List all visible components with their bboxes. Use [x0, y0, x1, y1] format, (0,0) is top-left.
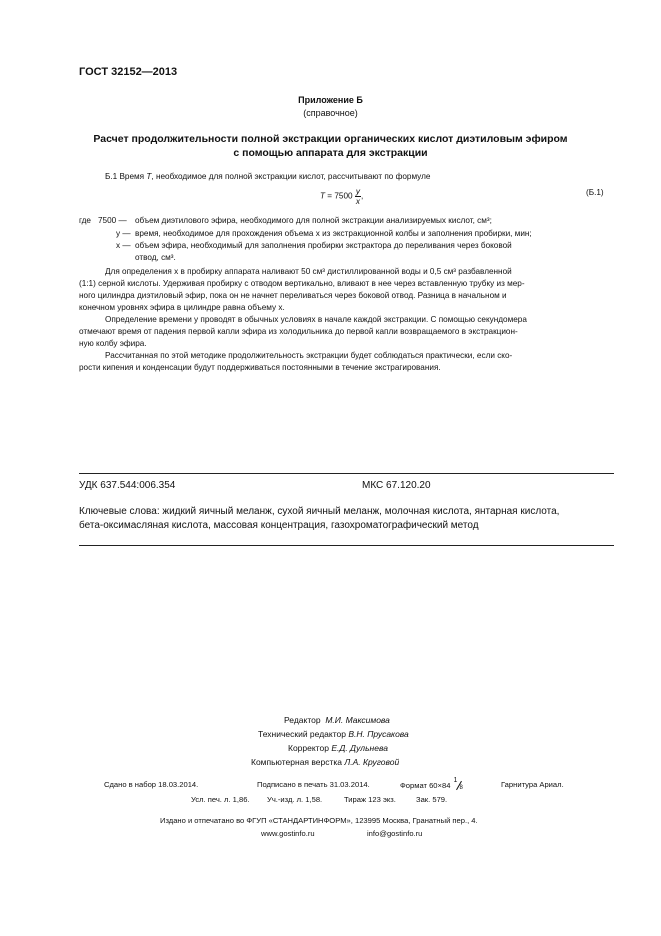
imprint-format-text: Формат 60×84 [400, 781, 451, 790]
credit-corr-role: Корректор [288, 743, 329, 753]
formula-number: (Б.1) [586, 188, 604, 197]
paragraph-2-line-3: ную колбу эфира. [79, 339, 147, 348]
format-fraction [453, 777, 465, 792]
credit-layout-name: Л.А. Круговой [344, 757, 400, 767]
credit-editor-role: Редактор [284, 715, 321, 725]
credit-editor-name: М.И. Максимова [325, 715, 390, 725]
publisher-website-link[interactable]: www.gostinfo.ru [261, 829, 315, 838]
definition-1-term: 7500 — [98, 216, 127, 225]
definition-where: где [79, 216, 91, 225]
imprint-signed: Подписано в печать 31.03.2014. [257, 780, 370, 789]
imprint-typeface: Гарнитура Ариал. [501, 780, 564, 789]
credit-editor [284, 715, 390, 725]
clause-intro-pre: Б.1 Время [105, 172, 147, 181]
definition-2-term: y — [116, 229, 131, 238]
definition-2-text: время, необходимое для прохождения объема x из экстракционной колбы и заполнения пробирки, мин; [135, 229, 532, 238]
credit-tech-role: Технический редактор [258, 729, 346, 739]
paragraph-2-line-2: отмечают время от падения первой капли эфира из холодильника до первой капли возвращаемого в экстракцион- [79, 327, 518, 336]
definition-3-text-2: отвод, см³. [135, 253, 176, 262]
credit-tech-name: В.Н. Прусакова [348, 729, 409, 739]
imprint-format [400, 777, 465, 792]
appendix-title-line-2: с помощью аппарата для экстракции [233, 147, 428, 159]
formula-numerator: y [355, 187, 360, 196]
divider-top [79, 473, 614, 474]
formula-end: , [360, 191, 364, 201]
paragraph-1-line-1: Для определения x в пробирку аппарата наливают 50 см³ дистиллированной воды и 0,5 см³ разбавленной [105, 267, 512, 276]
imprint-print-sheets: Усл. печ. л. 1,86. [191, 795, 250, 804]
imprint-order: Зак. 579. [416, 795, 448, 804]
standard-designation: ГОСТ 32152—2013 [79, 66, 178, 78]
credit-corrector [288, 743, 388, 753]
definition-3-text-1: объем эфира, необходимый для заполнения пробирки экстрактора до переливания через боковой [135, 241, 512, 250]
format-fraction-den: 8 [459, 785, 463, 791]
paragraph-3-line-1: Рассчитанная по этой методике продолжительность экстракции будет соблюдаться практически, если ско- [105, 351, 513, 360]
publisher-email-link[interactable]: info@gostinfo.ru [367, 829, 423, 838]
udk-code: УДК 637.544:006.354 [79, 480, 176, 491]
paragraph-1-line-3: ного цилиндра диэтиловый эфир, пока он не начнет переливаться через боковой отвод. Разница в начальном и [79, 291, 507, 300]
credit-layout-role: Компьютерная верстка [251, 757, 343, 767]
appendix-title-line-1: Расчет продолжительности полной экстракции органических кислот диэтиловым эфиром [93, 133, 568, 145]
clause-intro-var: T [146, 172, 152, 181]
paragraph-2-line-1: Определение времени y проводят в обычных условиях в начале каждой экстракции. С помощью секундомера [105, 315, 527, 324]
imprint-publisher: Издано и отпечатано во ФГУП «СТАНДАРТИНФОРМ», 123995 Москва, Гранатный пер., 4. [160, 816, 478, 825]
imprint-pub-sheets: Уч.-изд. л. 1,58. [267, 795, 323, 804]
credit-layout [251, 757, 399, 767]
format-fraction-num: 1 [453, 777, 458, 784]
credit-corr-name: Е.Д. Дульнева [331, 743, 388, 753]
appendix-note: (справочное) [303, 108, 358, 118]
imprint-run: Тираж 123 экз. [344, 795, 396, 804]
paragraph-3-line-2: рости кипения и конденсации будут поддерживаться постоянными в течение экстрагирования. [79, 363, 441, 372]
formula-lhs: T [320, 191, 326, 201]
paragraph-1-line-2: (1:1) серной кислоты. Удерживая пробирку с отводом вертикально, вливают в нее через вставленную трубку из мер- [79, 279, 525, 288]
definition-1-text: объем диэтилового эфира, необходимого для полной экстракции анализируемых кислот, см³; [135, 216, 492, 225]
imprint-typeset: Сдано в набор 18.03.2014. [104, 780, 199, 789]
formula-eq: = 7500 [325, 191, 353, 201]
credit-tech-editor [258, 729, 409, 739]
clause-intro [105, 171, 430, 184]
keywords-line-2: бета-оксимасляная кислота, массовая концентрация, газохроматографический метод [79, 520, 479, 531]
formula-denominator: x [355, 197, 360, 206]
appendix-label: Приложение Б [298, 95, 363, 105]
divider-bottom [79, 545, 614, 546]
mks-code: МКС 67.120.20 [362, 480, 431, 491]
keywords-line-1: Ключевые слова: жидкий яичный меланж, сухой яичный меланж, молочная кислота, янтарная кислота, [79, 506, 560, 517]
definition-3-term: x — [116, 241, 131, 250]
paragraph-1-line-4: конечном уровнях эфира в цилиндре равна объему x. [79, 303, 285, 312]
formula [320, 187, 363, 206]
clause-intro-post: , необходимое для полной экстракции кислот, рассчитывают по формуле [151, 172, 431, 181]
